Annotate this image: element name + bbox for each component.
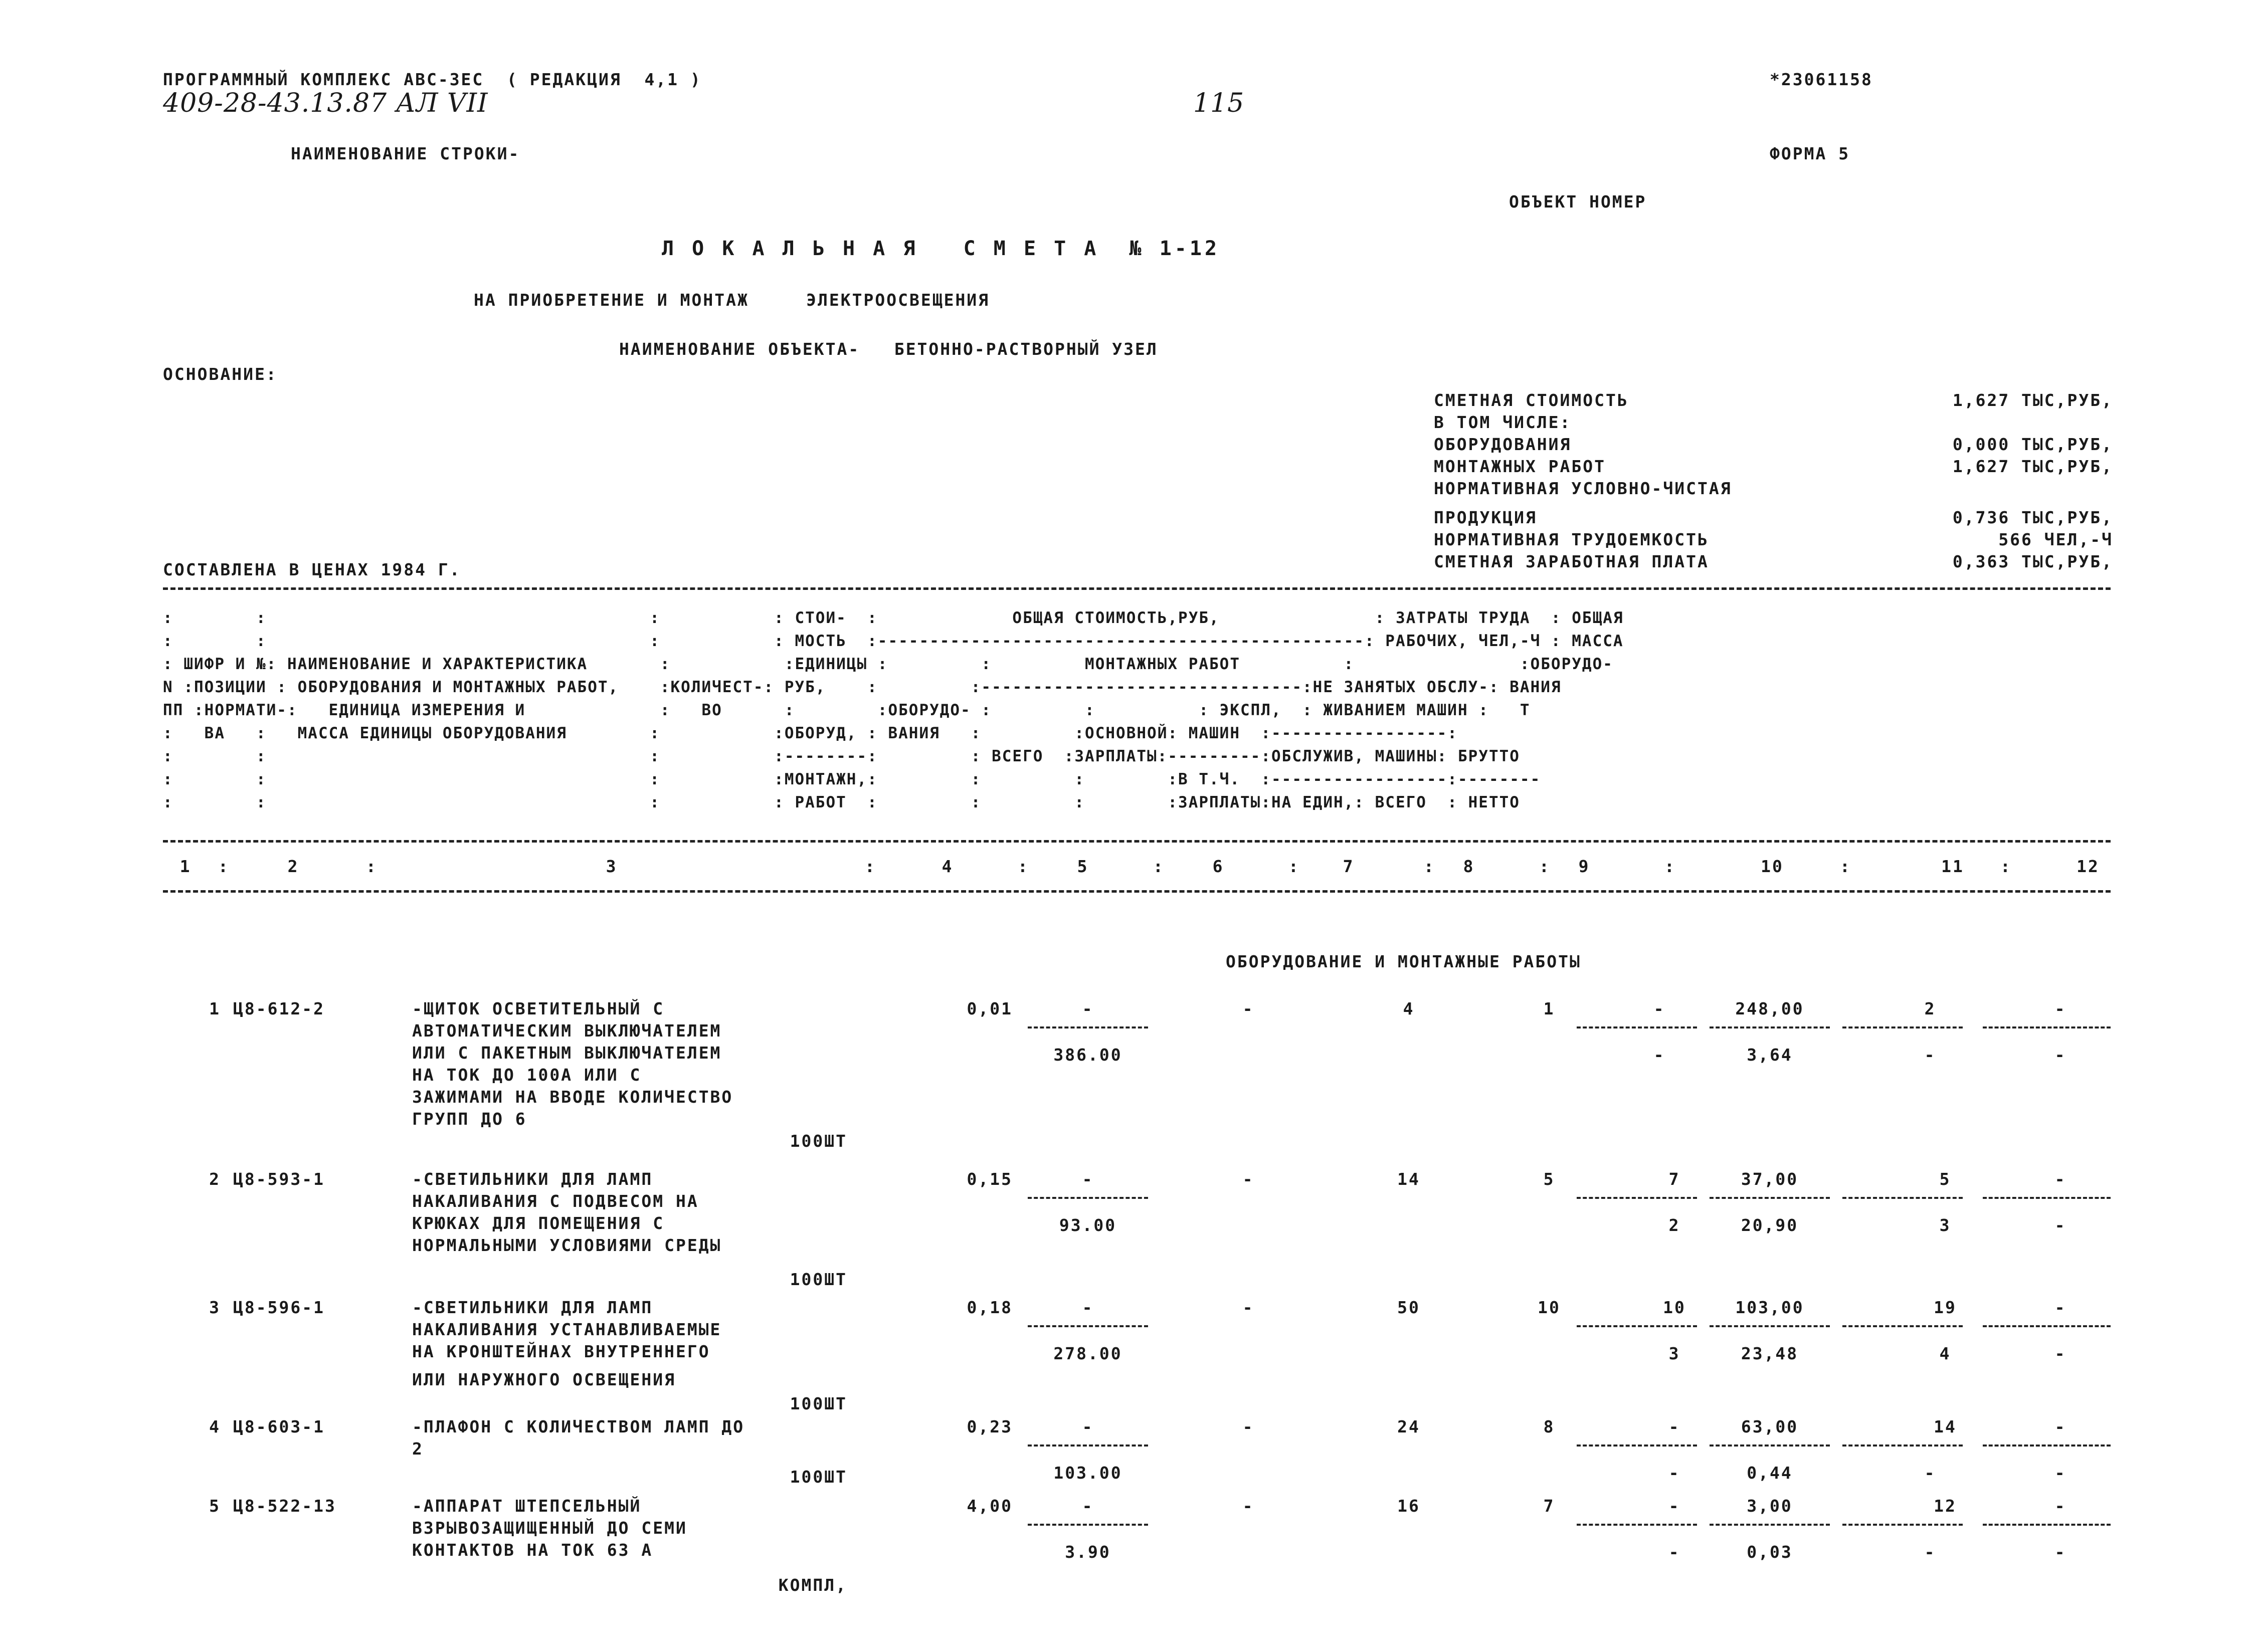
labor-total: 2 — [1924, 999, 1936, 1018]
document-code: *23061158 — [1770, 70, 1873, 89]
cell-divider — [1577, 1026, 1697, 1028]
machine-salary: 3 — [1668, 1344, 1680, 1363]
cell-divider — [1710, 1444, 1830, 1447]
labor-per-unit: 103,00 — [1735, 1298, 1804, 1317]
cell-divider — [1842, 1026, 1963, 1028]
cell-divider — [1710, 1524, 1830, 1526]
cell-divider — [1028, 1026, 1148, 1028]
installation-total: 24 — [1397, 1417, 1420, 1436]
column-separator: : — [1153, 857, 1163, 876]
summary-label: НОРМАТИВНАЯ ТРУДОЕМКОСТЬ — [1434, 530, 1709, 549]
column-separator: : — [865, 857, 875, 876]
cell-divider — [1028, 1325, 1148, 1327]
row-code: Ц8-603-1 — [233, 1417, 325, 1436]
cell-divider — [1028, 1444, 1148, 1447]
labor-total: 5 — [1939, 1169, 1951, 1189]
summary-label: СМЕТНАЯ СТОИМОСТЬ — [1434, 390, 1629, 410]
machine-operation: 7 — [1668, 1169, 1680, 1189]
cell-divider — [1577, 1325, 1697, 1327]
column-number: 10 — [1761, 857, 1784, 876]
column-number: 11 — [1941, 857, 1964, 876]
column-number: 6 — [1212, 857, 1224, 876]
installation-total: 16 — [1397, 1496, 1420, 1516]
row-unit: 100ШТ — [790, 1270, 847, 1289]
column-separator: : — [2000, 857, 2010, 876]
mass-net: - — [2054, 1463, 2066, 1483]
unit-cost-equipment: - — [1082, 1496, 1094, 1516]
cell-divider — [1028, 1524, 1148, 1526]
table-header-line: N :ПОЗИЦИИ : ОБОРУДОВАНИЯ И МОНТАЖНЫХ РАБОТ, :КОЛИЧЕСТ-: РУБ, : :-------------------------------:НЕ ЗАНЯТЫХ ОБСЛУ-: ВАНИЯ — [163, 678, 1562, 696]
mass-gross: - — [2054, 999, 2066, 1018]
mass-gross: - — [2054, 1417, 2066, 1436]
cell-divider — [1983, 1026, 2111, 1028]
column-number: 3 — [606, 857, 618, 876]
row-number: 4 — [209, 1417, 221, 1436]
equipment-cost: - — [1242, 1169, 1254, 1189]
row-description: 2 — [412, 1439, 424, 1459]
row-description: ИЛИ НАРУЖНОГО ОСВЕЩЕНИЯ — [412, 1370, 676, 1389]
page-number: 115 — [1193, 88, 1245, 118]
column-number: 4 — [941, 857, 954, 876]
unit-cost-equipment: - — [1082, 1417, 1094, 1436]
row-quantity: 0,01 — [967, 999, 1013, 1018]
column-number: 2 — [287, 857, 299, 876]
summary-value: 0,363 ТЫС,РУБ, — [1952, 552, 2113, 571]
labor-per-unit: 248,00 — [1735, 999, 1804, 1018]
summary-label: В ТОМ ЧИСЛЕ: — [1434, 412, 1572, 432]
prices-basis: СОСТАВЛЕНА В ЦЕНАХ 1984 Г. — [163, 560, 461, 579]
cell-divider — [1577, 1444, 1697, 1447]
equipment-cost: - — [1242, 1298, 1254, 1317]
estimate-subtitle: НА ПРИОБРЕТЕНИЕ И МОНТАЖ ЭЛЕКТРООСВЕЩЕНИЯ — [474, 290, 990, 310]
summary-label: ПРОДУКЦИЯ — [1434, 508, 1537, 527]
object-name: НАИМЕНОВАНИЕ ОБЪЕКТА- БЕТОННО-РАСТВОРНЫЙ УЗЕЛ — [619, 339, 1158, 359]
cell-divider — [1983, 1197, 2111, 1199]
row-description: НА КРОНШТЕЙНАХ ВНУТРЕННЕГО — [412, 1342, 710, 1361]
labor-total: 12 — [1934, 1496, 1957, 1516]
labor-machine-total: 4 — [1939, 1344, 1951, 1363]
installation-total: 50 — [1397, 1298, 1420, 1317]
machine-operation: - — [1668, 1417, 1680, 1436]
cell-divider — [1842, 1197, 1963, 1199]
summary-value: 1,627 ТЫС,РУБ, — [1952, 457, 2113, 476]
row-description: КОНТАКТОВ НА ТОК 63 А — [412, 1540, 653, 1560]
mass-net: - — [2054, 1542, 2066, 1562]
row-description: НА ТОК ДО 100А ИЛИ С — [412, 1065, 642, 1085]
row-unit: КОМПЛ, — [778, 1575, 847, 1595]
row-description: -ЩИТОК ОСВЕТИТЕЛЬНЫЙ С — [412, 999, 665, 1018]
mass-net: - — [2054, 1344, 2066, 1363]
column-number: 1 — [179, 857, 192, 876]
cell-divider — [1842, 1444, 1963, 1447]
machine-salary: - — [1668, 1542, 1680, 1562]
labor-per-unit: 63,00 — [1741, 1417, 1799, 1436]
row-description: АВТОМАТИЧЕСКИМ ВЫКЛЮЧАТЕЛЕМ — [412, 1021, 722, 1041]
summary-value: 0,736 ТЫС,РУБ, — [1952, 508, 2113, 527]
cell-divider — [1577, 1197, 1697, 1199]
row-description: -СВЕТИЛЬНИКИ ДЛЯ ЛАМП — [412, 1169, 653, 1189]
row-description: -АППАРАТ ШТЕПСЕЛЬНЫЙ — [412, 1496, 642, 1516]
cell-divider — [1842, 1524, 1963, 1526]
mass-gross: - — [2054, 1298, 2066, 1317]
row-name-label: НАИМЕНОВАНИЕ СТРОКИ- — [291, 144, 520, 163]
installation-total: 14 — [1397, 1169, 1420, 1189]
base-salary: 5 — [1543, 1169, 1555, 1189]
mass-net: - — [2054, 1045, 2066, 1065]
mass-gross: - — [2054, 1169, 2066, 1189]
program-line: ПРОГРАММНЫЙ КОМПЛЕКС АВС-3ЕС ( РЕДАКЦИЯ 4,1 ) — [163, 70, 702, 89]
base-salary: 10 — [1538, 1298, 1561, 1317]
equipment-cost: - — [1242, 1417, 1254, 1436]
table-header-border — [163, 840, 2111, 843]
column-number: 7 — [1343, 857, 1355, 876]
summary-label: СМЕТНАЯ ЗАРАБОТНАЯ ПЛАТА — [1434, 552, 1709, 571]
summary-label: МОНТАЖНЫХ РАБОТ — [1434, 457, 1606, 476]
row-quantity: 0,15 — [967, 1169, 1013, 1189]
machine-operation: - — [1653, 999, 1665, 1018]
unit-cost-installation: 3.90 — [1065, 1542, 1111, 1562]
labor-machine-per-unit: 0,03 — [1747, 1542, 1793, 1562]
form-label: ФОРМА 5 — [1770, 144, 1850, 163]
equipment-cost: - — [1242, 1496, 1254, 1516]
cell-divider — [1983, 1444, 2111, 1447]
row-description: -ПЛАФОН С КОЛИЧЕСТВОМ ЛАМП ДО — [412, 1417, 745, 1436]
summary-value: 1,627 ТЫС,РУБ, — [1952, 390, 2113, 410]
machine-salary: - — [1653, 1045, 1665, 1065]
mass-net: - — [2054, 1215, 2066, 1235]
row-code: Ц8-593-1 — [233, 1169, 325, 1189]
row-description: НАКАЛИВАНИЯ С ПОДВЕСОМ НА — [412, 1191, 699, 1211]
column-separator: : — [1424, 857, 1434, 876]
labor-machine-per-unit: 20,90 — [1741, 1215, 1799, 1235]
machine-salary: 2 — [1668, 1215, 1680, 1235]
unit-cost-equipment: - — [1082, 1298, 1094, 1317]
unit-cost-installation: 103.00 — [1053, 1463, 1122, 1483]
table-header-line: : ВА : МАССА ЕДИНИЦЫ ОБОРУДОВАНИЯ : :ОБОРУД, : ВАНИЯ : :ОСНОВНОЙ: МАШИН :-----------------: — [163, 724, 1458, 742]
unit-cost-equipment: - — [1082, 999, 1094, 1018]
cell-divider — [1577, 1524, 1697, 1526]
labor-machine-total: - — [1924, 1542, 1936, 1562]
row-code: Ц8-522-13 — [233, 1496, 336, 1516]
row-code: Ц8-596-1 — [233, 1298, 325, 1317]
row-description: КРЮКАХ ДЛЯ ПОМЕЩЕНИЯ С — [412, 1213, 665, 1233]
row-number: 1 — [209, 999, 221, 1018]
column-separator: : — [1018, 857, 1028, 876]
row-code: Ц8-612-2 — [233, 999, 325, 1018]
column-separator: : — [366, 857, 376, 876]
labor-machine-per-unit: 0,44 — [1747, 1463, 1793, 1483]
cell-divider — [1028, 1197, 1148, 1199]
column-number: 5 — [1077, 857, 1089, 876]
column-number: 8 — [1463, 857, 1475, 876]
summary-label: ОБОРУДОВАНИЯ — [1434, 435, 1572, 454]
unit-cost-installation: 278.00 — [1053, 1344, 1122, 1363]
table-header-line: : : : :--------: : ВСЕГО :ЗАРПЛАТЫ:---------:ОБСЛУЖИВ, МАШИНЫ: БРУТТО — [163, 747, 1520, 765]
table-header-line: : : : : СТОИ- : ОБЩАЯ СТОИМОСТЬ,РУБ, : ЗАТРАТЫ ТРУДА : ОБЩАЯ — [163, 609, 1624, 627]
labor-machine-per-unit: 23,48 — [1741, 1344, 1799, 1363]
summary-value: 566 ЧЕЛ,-Ч — [1998, 530, 2113, 549]
cell-divider — [1842, 1325, 1963, 1327]
summary-label: НОРМАТИВНАЯ УСЛОВНО-ЧИСТАЯ — [1434, 479, 1732, 498]
base-salary: 1 — [1543, 999, 1555, 1018]
unit-cost-installation: 93.00 — [1059, 1215, 1117, 1235]
object-number-label: ОБЪЕКТ НОМЕР — [1509, 192, 1647, 212]
column-separator: : — [1664, 857, 1674, 876]
table-header-line: : : : :МОНТАЖН,: : : :В Т.Ч. :-----------------:-------- — [163, 770, 1541, 788]
row-description: ЗАЖИМАМИ НА ВВОДЕ КОЛИЧЕСТВО — [412, 1087, 733, 1107]
labor-per-unit: 37,00 — [1741, 1169, 1799, 1189]
labor-machine-total: - — [1924, 1463, 1936, 1483]
base-salary: 8 — [1543, 1417, 1555, 1436]
section-title: ОБОРУДОВАНИЕ И МОНТАЖНЫЕ РАБОТЫ — [1226, 952, 1581, 971]
table-header-line: : : : : РАБОТ : : : :ЗАРПЛАТЫ:НА ЕДИН,: ВСЕГО : НЕТТО — [163, 793, 1520, 811]
equipment-cost: - — [1242, 999, 1254, 1018]
labor-total: 19 — [1934, 1298, 1957, 1317]
unit-cost-installation: 386.00 — [1053, 1045, 1122, 1065]
estimate-title: Л О К А Л Ь Н А Я С М Е Т А № 1-12 — [662, 237, 1220, 260]
table-header-line: : ШИФР И №: НАИМЕНОВАНИЕ И ХАРАКТЕРИСТИКА : :ЕДИНИЦЫ : : МОНТАЖНЫХ РАБОТ : :ОБОРУДО- — [163, 655, 1613, 673]
row-description: ГРУПП ДО 6 — [412, 1109, 527, 1129]
column-separator: : — [218, 857, 228, 876]
basis-label: ОСНОВАНИЕ: — [163, 364, 278, 384]
installation-total: 4 — [1403, 999, 1415, 1018]
labor-machine-per-unit: 3,64 — [1747, 1045, 1793, 1065]
row-number: 5 — [209, 1496, 221, 1516]
cell-divider — [1710, 1026, 1830, 1028]
row-quantity: 0,23 — [967, 1417, 1013, 1436]
row-unit: 100ШТ — [790, 1467, 847, 1487]
table-columns-border — [163, 890, 2111, 893]
row-description: НОРМАЛЬНЫМИ УСЛОВИЯМИ СРЕДЫ — [412, 1235, 722, 1255]
cell-divider — [1710, 1325, 1830, 1327]
labor-machine-total: 3 — [1939, 1215, 1951, 1235]
cell-divider — [1983, 1325, 2111, 1327]
row-unit: 100ШТ — [790, 1394, 847, 1413]
row-description: НАКАЛИВАНИЯ УСТАНАВЛИВАЕМЫЕ — [412, 1320, 722, 1339]
row-description: ВЗРЫВОЗАЩИЩЕННЫЙ ДО СЕМИ — [412, 1518, 687, 1538]
row-description: ИЛИ С ПАКЕТНЫМ ВЫКЛЮЧАТЕЛЕМ — [412, 1043, 722, 1063]
cell-divider — [1983, 1524, 2111, 1526]
machine-operation: 10 — [1663, 1298, 1686, 1317]
machine-operation: - — [1668, 1496, 1680, 1516]
table-header-line: ПП :НОРМАТИ-: ЕДИНИЦА ИЗМЕРЕНИЯ И : ВО : :ОБОРУДО- : : : ЭКСПЛ, : ЖИВАНИЕМ МАШИН : Т — [163, 701, 1531, 719]
row-number: 2 — [209, 1169, 221, 1189]
base-salary: 7 — [1543, 1496, 1555, 1516]
machine-salary: - — [1668, 1463, 1680, 1483]
summary-value: 0,000 ТЫС,РУБ, — [1952, 435, 2113, 454]
cell-divider — [1710, 1197, 1830, 1199]
column-separator: : — [1539, 857, 1549, 876]
labor-per-unit: 3,00 — [1747, 1496, 1793, 1516]
row-number: 3 — [209, 1298, 221, 1317]
column-number: 12 — [2077, 857, 2100, 876]
row-description: -СВЕТИЛЬНИКИ ДЛЯ ЛАМП — [412, 1298, 653, 1317]
labor-total: 14 — [1934, 1417, 1957, 1436]
labor-machine-total: - — [1924, 1045, 1936, 1065]
row-quantity: 4,00 — [967, 1496, 1013, 1516]
document-number: 409-28-43.13.87 АЛ VII — [163, 88, 488, 118]
column-separator: : — [1288, 857, 1298, 876]
row-unit: 100ШТ — [790, 1131, 847, 1151]
column-number: 9 — [1578, 857, 1590, 876]
table-top-border — [163, 587, 2111, 590]
table-header-line: : : : : МОСТЬ :-----------------------------------------------: РАБОЧИХ, ЧЕЛ,-Ч : МАССА — [163, 632, 1624, 650]
row-quantity: 0,18 — [967, 1298, 1013, 1317]
column-separator: : — [1840, 857, 1850, 876]
unit-cost-equipment: - — [1082, 1169, 1094, 1189]
mass-gross: - — [2054, 1496, 2066, 1516]
